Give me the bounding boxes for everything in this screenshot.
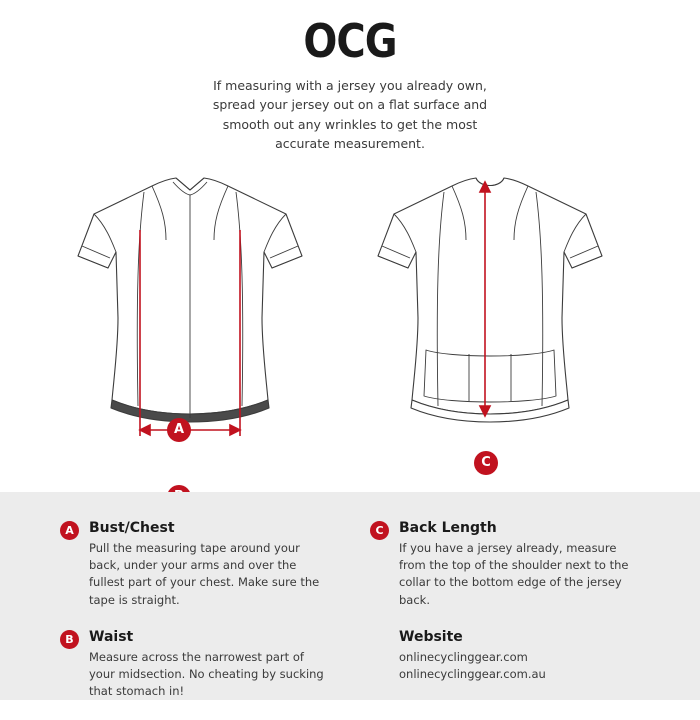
legend-item-website	[370, 629, 640, 683]
legend-badge-a: A	[60, 521, 79, 540]
marker-badge-a: A	[167, 418, 191, 442]
legend-title-website: Website	[399, 628, 463, 645]
intro-text: If measuring with a jersey you already own, spread your jersey out on a flat surface and smooth out any wrinkles to get the most accurate measurement.	[212, 78, 488, 152]
website-link-com-au[interactable]: onlinecyclinggear.com.au	[399, 666, 546, 681]
brand-logo-text: OCG	[303, 15, 397, 69]
legend-badge-b: B	[60, 630, 79, 649]
legend-column-left	[60, 520, 330, 720]
legend-title-waist: Waist	[89, 628, 134, 645]
legend-title-bust-chest: Bust/Chest	[89, 520, 175, 536]
jersey-diagrams	[0, 168, 700, 468]
legend-item-waist	[60, 629, 330, 701]
legend-title-back-length: Back Length	[399, 520, 497, 536]
legend-badge-c: C	[370, 521, 389, 540]
marker-badge-c: C	[474, 451, 498, 475]
legend-body-waist: Measure across the narrowest part of your midsection. No cheating by sucking that stomach in!	[89, 649, 324, 699]
jersey-front-icon	[40, 168, 340, 468]
legend-item-bust-chest	[60, 520, 330, 609]
legend-section	[0, 492, 700, 700]
website-link-com[interactable]: onlinecyclinggear.com	[399, 649, 528, 664]
jersey-back-icon	[340, 168, 640, 468]
legend-column-right	[370, 520, 640, 720]
legend-body-back-length: If you have a jersey already, measure from the top of the shoulder next to the collar to the bottom edge of the jersey back.	[399, 540, 629, 607]
legend-badge-spacer	[370, 629, 389, 648]
brand-logo	[0, 0, 700, 69]
legend-item-back-length	[370, 520, 640, 609]
legend-body-bust-chest: Pull the measuring tape around your back, under your arms and over the fullest part of your chest. Make sure the tape is straight.	[89, 540, 320, 607]
